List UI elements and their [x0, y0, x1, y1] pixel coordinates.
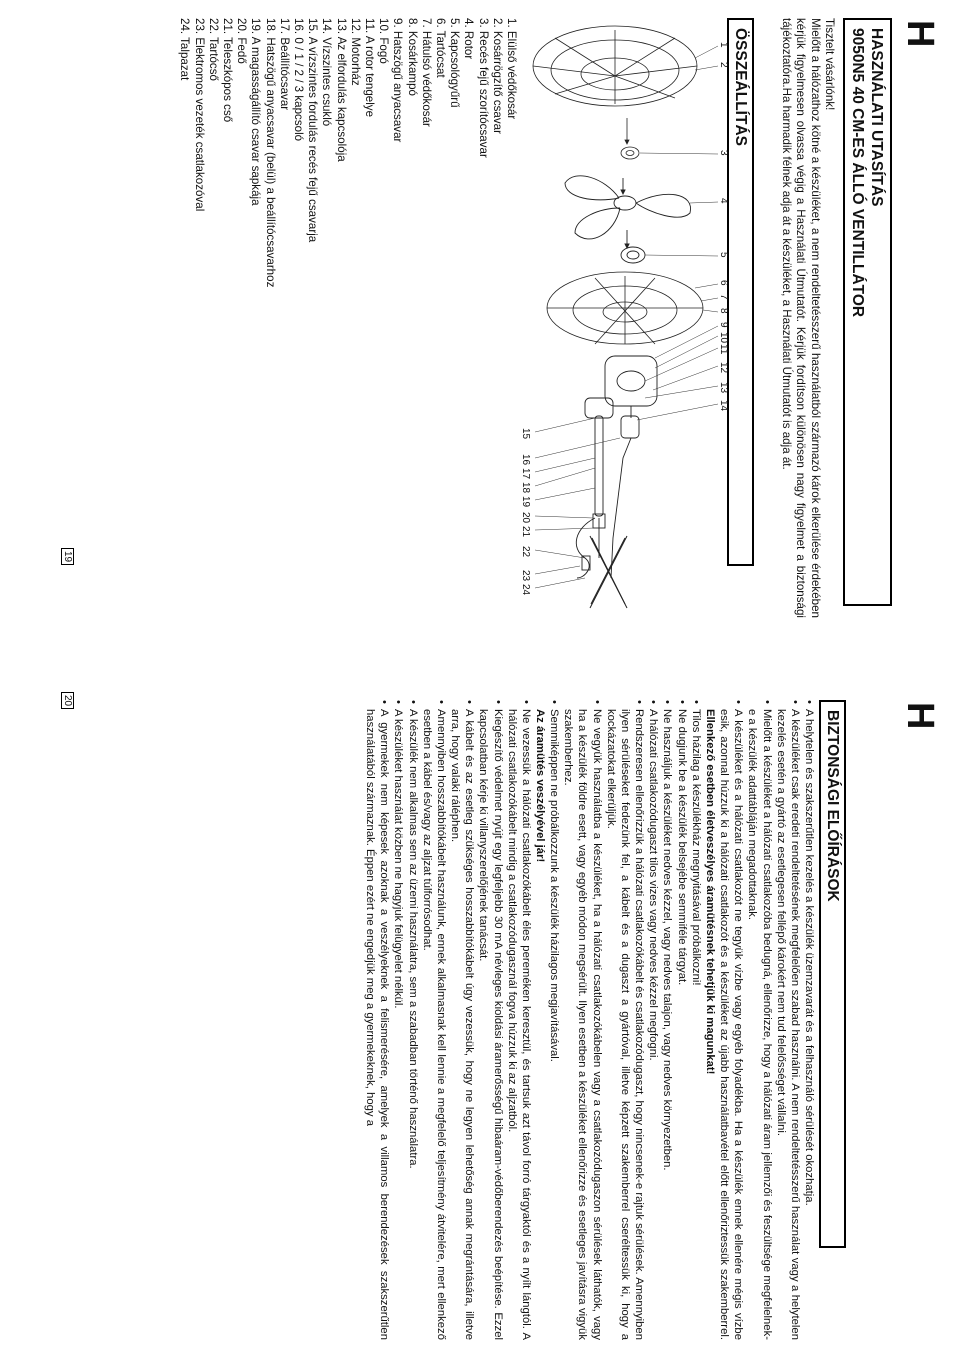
parts-list-item: 22. Tartócső	[206, 18, 220, 81]
fan-exploded-diagram	[520, 18, 735, 618]
parts-list-item: 2. Kosárrögzítő csavar	[490, 18, 504, 134]
parts-list-item: 21. Teleszkópos cső	[220, 18, 234, 123]
page-number: 19	[61, 548, 74, 565]
safety-item: • A gyermekek nem képesek azoknak a veszélyeknek a felismerésére, amelyek a villamos berendezések szakszerűtlen használatából származnak. Éppen ezért ne engedjük meg a gyermekeknek, hogy a	[363, 700, 391, 1340]
parts-list-item: 11. A rotor tengelye	[362, 18, 376, 118]
safety-item: • Ne dugjunk be a készülék belsejébe semmiféle tárgyat.	[674, 700, 688, 1340]
parts-list-item: 8. Kosárkampó	[405, 18, 419, 96]
diagram-label-8: 8	[718, 308, 729, 314]
safety-item	[703, 700, 745, 1340]
diagram-label-14: 14	[718, 400, 729, 412]
safety-heading: BIZTONSÁGI ELŐÍRÁSOK	[819, 700, 846, 1248]
diagram-label-9: 9	[718, 322, 729, 328]
parts-list-item: 5. Kapcsológyűrű	[448, 18, 462, 108]
page-19	[60, 18, 940, 638]
safety-list	[363, 700, 816, 1340]
diagram-label-18: 18	[520, 482, 531, 494]
greeting: Tisztelt vásárlónk!	[823, 18, 836, 111]
rear-guard-drawing	[547, 272, 703, 344]
safety-item: • A helytelen és szakszerűtlen kezelés a készülék üzemzavarát és a felhasználó sérülését okozhatja.	[802, 700, 816, 1340]
diagram-label-2: 2	[718, 62, 729, 68]
safety-item: • Ne használjuk a készüléket nedves kézzel, vagy nedves talajon, vagy nedves környezetben.	[660, 700, 674, 1340]
diagram-label-16: 16	[520, 454, 531, 466]
parts-list-item: 19. A magasságállító csavar sapkája	[249, 18, 263, 206]
safety-item: • Ne vezessük a hálózati csatlakozókábelt éles pereméken keresztül, és tartsuk azt távol forró tárgyaktól és a nyílt lángtól. A hálózati csatlakozókábelt mindig a csatlakozódugasznál fogva húzzuk ki az aljzatból.	[505, 700, 533, 1340]
parts-list-item: 20. Fedő	[235, 18, 249, 64]
parts-list-item: 3. Recés fejű szorítócsavar	[476, 18, 490, 158]
safety-item: • A készüléket csak eredeti rendeltetésének megfelelően szabad használni. A nem rendeltetésszerű használat vagy a helytelen kezelés esetén a gyártó az esetlegesen fellépő károkért nem tud felelősséget vállalni.	[774, 700, 802, 1340]
base-drawing	[590, 536, 627, 608]
safety-item: • A kábelt és az esetleg szükséges hosszabbítókábelt úgy vezessük, hogy ne legyen lehetőség annak megrántására, illetve arra, hogy valaki ráléphen.	[448, 700, 476, 1340]
screw-drawing	[621, 118, 639, 159]
parts-list-item: 17. Beállítócsavar	[277, 18, 291, 111]
parts-list-item: 10. Fogó	[377, 18, 391, 64]
diagram-label-23: 23	[520, 570, 531, 582]
parts-list-item: 7. Hátulsó védőkosár	[419, 18, 433, 127]
parts-list	[177, 18, 518, 558]
parts-list-item: 23. Elektromos vezeték csatlakozóval	[192, 18, 206, 212]
language-mark: H	[899, 702, 941, 730]
safety-item: • Tilos házilag a készülékház megnyitásával próbálkozni!	[689, 700, 703, 1340]
manual-title-line2: 9050N5 40 CM-ES ÁLLÓ VENTILLÁTOR	[849, 28, 866, 318]
safety-warning-bold: Ellenkező esetben életveszélyes áramütésnek tehetjük ki magunkat!	[703, 709, 716, 1075]
front-guard-drawing	[533, 26, 697, 106]
locking-ring-drawing	[621, 230, 645, 263]
parts-list-item: 16. 0 / 1 / 2 / 3 kapcsoló	[291, 18, 305, 142]
safety-item: • Amennyiben hosszabbítókábelt használunk, ennek alkalmasnak kell lennie a megfelelő teljesítmény átvitelére, mert ellenkező esetben a kábel és/vagy az aljzat túlforrósodhat.	[420, 700, 448, 1340]
parts-list-item: 18. Hatszögű anyacsavar (belül) a beállítócsavarhoz	[263, 18, 277, 288]
diagram-label-7: 7	[718, 294, 729, 300]
diagram-label-15: 15	[520, 428, 531, 440]
page-number: 20	[61, 692, 74, 709]
diagram-label-21: 21	[520, 526, 531, 538]
parts-list-item: 15. A vízszintes fordulás recés fejű csavarja	[306, 18, 320, 243]
diagram-label-5: 5	[718, 252, 729, 258]
language-mark: H	[899, 20, 941, 48]
safety-item-text: A készüléket és a hálózati csatlakozót ne tegyük vízbe vagy egyéb folyadékba. Ha a készülék ennek ellenére mégis vízbe esik, azonnal húzzuk ki a hálózati csatlakozót és a készüléket az újabb használatbavétel előtt ellenőriztessük szakemberrel.	[718, 709, 745, 1340]
intro-block	[778, 18, 836, 618]
diagram-label-20: 20	[520, 512, 531, 524]
parts-list-item: 4. Rotor	[462, 18, 476, 60]
diagram-label-13: 13	[718, 382, 729, 394]
manual-title-line1: HASZNÁLATI UTASÍTÁS	[868, 28, 885, 207]
safety-item: • A készülék nem alkalmas sem az üzemi használatra, sem a szabadban történő használatra.	[405, 700, 419, 1340]
parts-list-item: 24. Talpazat	[178, 18, 192, 81]
parts-list-item: 14. Vízszintes csukló	[320, 18, 334, 127]
diagram-label-1: 1	[718, 42, 729, 48]
intro-text: Mielőtt a hálózathoz kötné a készüléket, a nem rendeltetésszerű használatból származó károk elkerülése érdekében kérjük figyelmesen olvassa végig a Használati Útmutatót. Kérjük fordítson különösen nagy figyelmet a biztonsági tájékoztatóra.Ha harmadik félnek adja át a készüléket, a Használati Útmutatót is adja át.	[779, 18, 822, 618]
safety-item: • Semmiképpen ne próbálkozzunk a készülék házilagos megjavításával.	[547, 700, 561, 1340]
manual-title	[843, 18, 892, 606]
parts-list-item: 1. Elülső védőkosár	[505, 18, 518, 120]
safety-item: • Kiegészítő védelmet nyújt egy legfeljebb 30 mA névleges kioldási áramerősségű hibaáram-védőberendezés beépítése. Ezzel kapcsolatban kérje ki villanyszerelőjének tanácsát.	[476, 700, 504, 1340]
diagram-label-6: 6	[718, 280, 729, 286]
diagram-label-22: 22	[520, 546, 531, 558]
diagram-label-11: 11	[718, 344, 729, 355]
safety-item: • A készüléket használat közben ne hagyjuk felügyelet nélkül.	[391, 700, 405, 1340]
parts-list-item: 13. Az elfordulás kapcsolója	[334, 18, 348, 162]
diagram-label-10: 10	[718, 332, 729, 344]
safety-item: • A hálózati csatlakozódugaszt tilos vizes vagy nedves kézzel megfogni.	[646, 700, 660, 1340]
diagram-label-12: 12	[718, 362, 729, 374]
parts-list-item: 12. Motorház	[348, 18, 362, 86]
safety-warning-bold: Az áramütés veszélyével jár!	[534, 709, 547, 863]
parts-list-item: 9. Hatszögű anyacsavar	[391, 18, 405, 143]
parts-list-item: 6. Tartócsat	[433, 18, 447, 78]
rotor-drawing	[565, 176, 691, 239]
assembly-heading: ÖSSZEÁLLÍTÁS	[727, 18, 754, 566]
safety-item: • Rendszeresen ellenőrizzük a hálózati csatlakozókábelt és csatlakozódugaszt, hogy nincsenek-e rajtuk sérülések. Amennyiben ilyen sérüléseket fedezünk fel, a kábelt és a dugaszt a gyártóval, illetve képzett szakemberrel cseréltessük ki, hogy a kockázatokat elkerüljük.	[604, 700, 646, 1340]
safety-item: • Ne vegyük használatba a készüléket, ha a hálózati csatlakozókábelen vagy a csatlakozódugaszon sérülések láthatók, vagy ha a készülék földre esett, vagy egyéb módon megsérült. Ilyen esetben a készüléket ellenőrizze és esetleges javításra vigyük szakemberhez.	[561, 700, 603, 1340]
diagram-label-4: 4	[718, 198, 729, 204]
diagram-label-24: 24	[520, 584, 531, 596]
diagram-label-17: 17	[520, 468, 531, 480]
safety-item: • Mielőtt a készüléket a hálózati csatlakozóba bedugná, ellenőrizze, hogy a hálózati áram jellemzői és feszültsége megfelelnek-e a készülék adattábláján megadottaknak.	[745, 700, 773, 1340]
diagram-label-19: 19	[520, 496, 531, 508]
page-20	[60, 695, 941, 1340]
motor-housing-drawing	[605, 356, 657, 578]
diagram-label-3: 3	[718, 150, 729, 156]
